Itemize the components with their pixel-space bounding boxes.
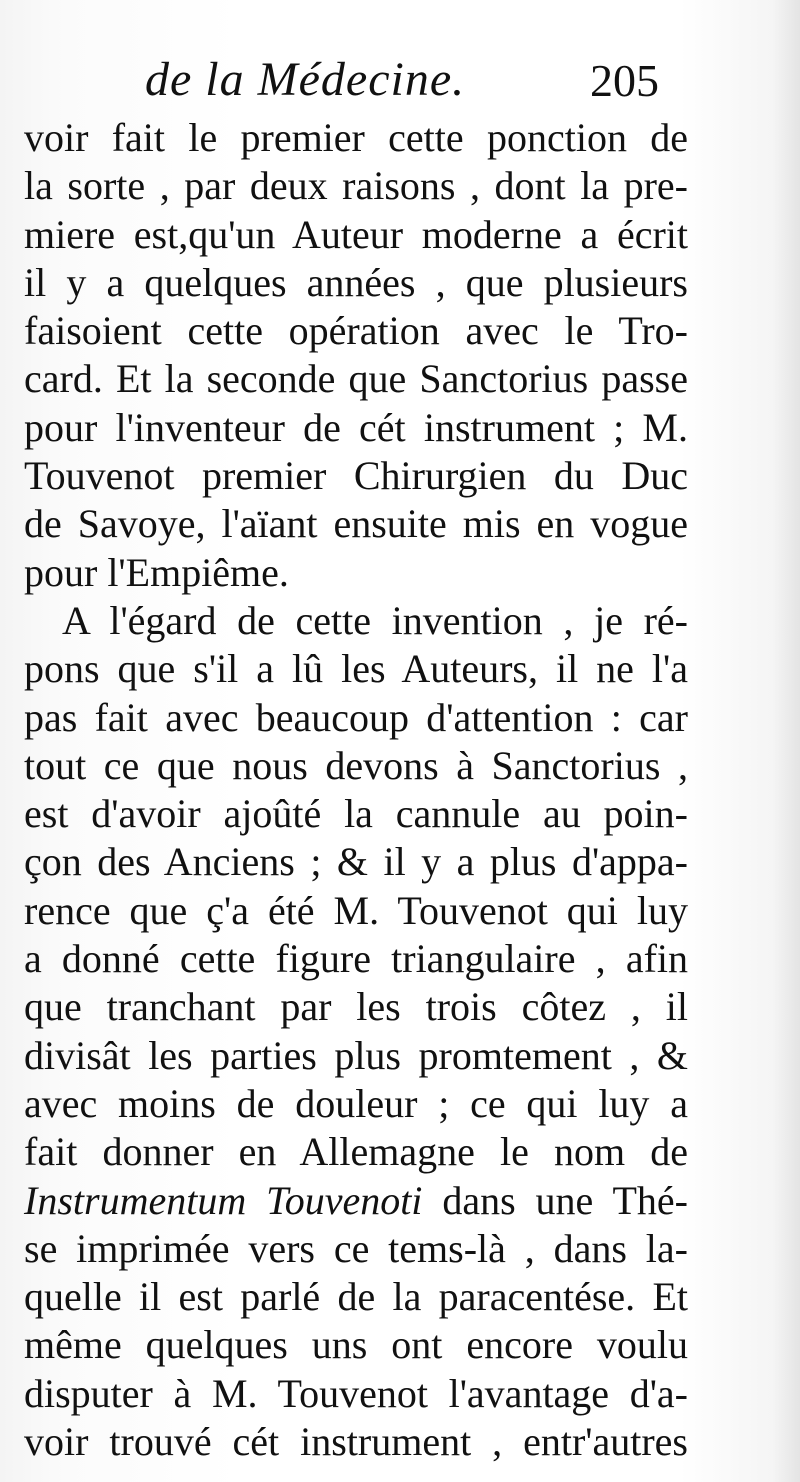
text-line: tout ce que nous devons à Sanctorius , [24, 742, 688, 788]
text-line: çon des Anciens ; & il y a plus d'appa- [24, 839, 688, 885]
text-line: voir fait le premier cette ponction de [24, 115, 688, 160]
text-line: que tranchant par les trois côtez , il [24, 984, 688, 1030]
text-line: se imprimée vers ce tems-là , dans la- [24, 1225, 688, 1271]
text-line: Touvenot premier Chirurgien du Duc [24, 453, 688, 499]
page-number: 205 [590, 55, 659, 106]
page-edge-shadow [772, 0, 800, 1482]
text-line: pons que s'il a lû les Auteurs, il ne l'a [24, 646, 688, 692]
paragraph-start-line: A l'égard de cette invention , je ré- [62, 597, 688, 643]
text-line: est d'avoir ajoûté la cannule au poin- [24, 791, 688, 837]
text-line: de Savoye, l'aïant ensuite mis en vogue [24, 501, 688, 547]
text-line: miere est,qu'un Auteur moderne a écrit [24, 211, 688, 257]
text-line-with-italic [24, 1177, 688, 1225]
italic-latin-phrase: Instrumentum Touvenoti [24, 1177, 423, 1223]
text-line: avec moins de douleur ; ce qui luy a [24, 1080, 688, 1126]
text-line: disputer à M. Touvenot l'avantage d'a- [24, 1370, 688, 1416]
text-line: card. Et la seconde que Sanctorius passe [24, 356, 688, 402]
text-line: même quelques uns ont encore voulu [24, 1322, 688, 1368]
text-line: il y a quelques années , que plusieurs [24, 259, 688, 305]
text-line: divisât les parties plus promtement , & [24, 1032, 688, 1078]
text-line: a donné cette figure triangulaire , afin [24, 936, 688, 982]
text-line: pour l'inventeur de cét instrument ; M. [24, 404, 688, 450]
text-fragment: dans une Thé- [442, 1177, 688, 1223]
running-title: de la Médecine. [145, 53, 466, 106]
body-text [24, 114, 688, 1466]
text-line: rence que ç'a été M. Touvenot qui luy [24, 887, 688, 933]
text-line: quelle il est parlé de la paracentése. Et [24, 1274, 688, 1320]
text-line: voir trouvé cét instrument , entr'autres [24, 1419, 688, 1465]
text-line: pas fait avec beaucoup d'attention : car [24, 694, 688, 740]
text-line: la sorte , par deux raisons , dont la pre- [24, 163, 688, 209]
page-header [0, 52, 800, 112]
text-line: faisoient cette opération avec le Tro- [24, 308, 688, 354]
paragraph-end-line: pour l'Empiême. [24, 549, 289, 595]
text-line: fait donner en Allemagne le nom de [24, 1129, 688, 1175]
